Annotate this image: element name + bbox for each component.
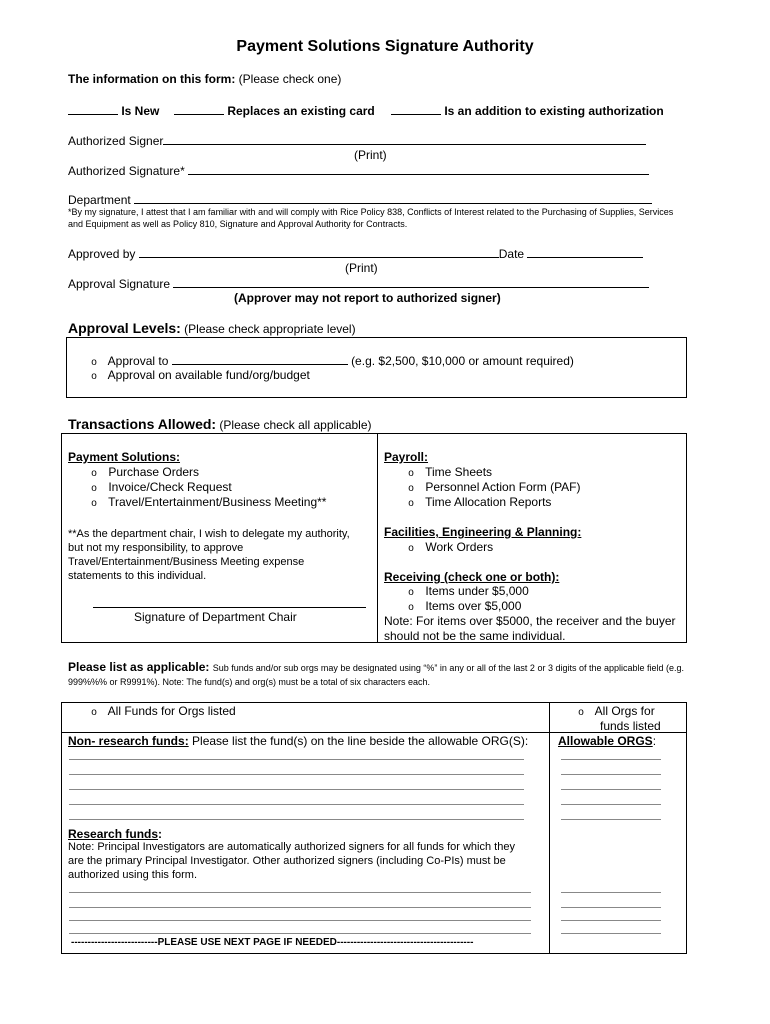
fund-line[interactable] [69, 804, 524, 805]
allowable-orgs-colon: : [652, 734, 657, 748]
radio-icon[interactable]: o [578, 707, 584, 718]
payroll-heading: Payroll: [384, 450, 429, 464]
org-line[interactable] [561, 789, 661, 790]
checkbox-icon[interactable]: o [408, 483, 414, 494]
authorized-signer-label: Authorized Signer [68, 134, 164, 148]
next-page-note: --------------------------PLEASE USE NEXT PAGE IF NEEDED----------------------------------------- [71, 937, 474, 948]
authorized-signature-label: Authorized Signature* [68, 164, 185, 178]
receiving-note: Note: For items over $5000, the receiver and the buyer should not be the same individual. [384, 614, 676, 643]
chair-signature-label: Signature of Department Chair [134, 610, 297, 624]
approved-by-row [68, 246, 643, 261]
approved-by-label: Approved by [68, 247, 136, 261]
receiving-item-label: Items under $5,000 [425, 584, 529, 598]
department-row [68, 192, 652, 207]
research-org-line[interactable] [561, 892, 661, 893]
option-replace-blank[interactable] [174, 103, 224, 115]
research-fund-line[interactable] [69, 920, 531, 921]
payroll-item[interactable] [400, 465, 492, 479]
authorized-signature-field[interactable] [188, 163, 649, 175]
page-title: Payment Solutions Signature Authority [236, 38, 534, 55]
research-note: Note: Principal Investigators are automatically authorized signers for all funds for which they are the primary Principal Investigator. Other authorized signers (including Co-PIs) must be authorized using this form. [68, 841, 515, 881]
allowable-orgs-header [558, 734, 656, 748]
research-org-line[interactable] [561, 933, 661, 934]
approval-level-budget-label: Approval on available fund/org/budget [107, 368, 310, 382]
research-colon: : [158, 827, 163, 841]
research-label: Research funds [68, 827, 159, 841]
chair-delegation-note: **As the department chair, I wish to delegate my authority, but not my responsibility, to approve Travel/Entertainment/Business Meeting expense statements to this individual. [68, 528, 350, 582]
funds-header-separator [61, 732, 687, 733]
info-note: (Please check one) [238, 72, 342, 86]
authorized-signature-row [68, 163, 649, 178]
fund-line[interactable] [69, 819, 524, 820]
facilities-item[interactable] [400, 540, 493, 554]
approval-level-amount-label: Approval to [107, 354, 169, 368]
receiving-item-label: Items over $5,000 [425, 599, 522, 613]
research-fund-line[interactable] [69, 933, 531, 934]
option-new-blank[interactable] [68, 103, 118, 115]
option-addition-blank[interactable] [391, 103, 441, 115]
option-new-label: Is New [121, 104, 160, 118]
payroll-item[interactable] [400, 480, 581, 494]
funds-note: Sub funds and/or sub orgs may be designated using “%” in any or all of the last 2 or 3 digits of the applicable field (e.g. 999%%% or R9991%). Note: The fund(s) and org(s) must be a total of six characters each. [68, 663, 685, 687]
checkbox-icon[interactable]: o [408, 498, 414, 509]
approval-signature-label: Approval Signature [68, 277, 171, 291]
approval-level-budget[interactable] [83, 368, 310, 382]
receiving-heading: Receiving (check one or both): [384, 570, 560, 584]
payment-item[interactable] [83, 480, 232, 494]
option-addition-label: Is an addition to existing authorization [444, 104, 664, 118]
fund-line[interactable] [69, 774, 524, 775]
radio-icon[interactable]: o [91, 371, 97, 382]
fund-line[interactable] [69, 789, 524, 790]
signer-print-hint: (Print) [354, 148, 387, 162]
approval-level-amount-hint: (e.g. $2,500, $10,000 or amount required) [351, 354, 574, 368]
approval-level-amount[interactable] [83, 353, 574, 368]
authorized-signer-row [68, 133, 646, 148]
fund-line[interactable] [69, 759, 524, 760]
receiving-item[interactable] [400, 584, 529, 598]
funds-instructions [68, 661, 688, 689]
approval-levels-note: (Please check appropriate level) [184, 322, 356, 336]
nonresearch-row [68, 734, 528, 748]
payroll-item-label: Personnel Action Form (PAF) [425, 480, 581, 494]
date-label: Date [498, 247, 525, 261]
checkbox-icon[interactable]: o [91, 498, 97, 509]
approved-by-field[interactable] [139, 246, 499, 258]
approval-levels-header [68, 320, 356, 336]
radio-icon[interactable]: o [91, 357, 97, 368]
research-heading-row [68, 827, 162, 841]
funds-heading: Please list as applicable: [68, 660, 210, 674]
all-funds-option[interactable] [83, 704, 236, 718]
nonresearch-label: Non- research funds: [68, 734, 189, 748]
org-line[interactable] [561, 819, 661, 820]
approval-signature-field[interactable] [173, 276, 649, 288]
payment-solutions-heading: Payment Solutions: [68, 450, 181, 464]
org-line[interactable] [561, 804, 661, 805]
radio-icon[interactable]: o [91, 707, 97, 718]
department-field[interactable] [134, 192, 652, 204]
all-orgs-option[interactable] [570, 704, 655, 718]
research-org-line[interactable] [561, 920, 661, 921]
payment-item-label: Purchase Orders [108, 465, 200, 479]
payment-item-label: Invoice/Check Request [108, 480, 232, 494]
date-field[interactable] [527, 246, 643, 258]
checkbox-icon[interactable]: o [408, 468, 414, 479]
facilities-heading: Facilities, Engineering & Planning: [384, 525, 582, 539]
transactions-divider [377, 433, 378, 643]
option-replace[interactable] [174, 103, 375, 118]
payment-item[interactable] [83, 465, 199, 479]
research-fund-line[interactable] [69, 907, 531, 908]
approval-amount-field[interactable] [172, 353, 348, 365]
option-addition[interactable] [391, 103, 664, 118]
authorized-signer-field[interactable] [163, 133, 646, 145]
all-funds-label: All Funds for Orgs listed [107, 704, 236, 718]
option-new[interactable] [68, 103, 159, 118]
funds-divider [549, 702, 550, 954]
org-line[interactable] [561, 759, 661, 760]
org-line[interactable] [561, 774, 661, 775]
receiving-item[interactable] [400, 599, 521, 613]
research-fund-line[interactable] [69, 892, 531, 893]
transactions-header [68, 416, 372, 432]
payment-item-label: Travel/Entertainment/Business Meeting** [108, 495, 327, 509]
approval-levels-heading: Approval Levels: [68, 320, 181, 336]
transactions-note: (Please check all applicable) [219, 418, 372, 432]
checkbox-icon[interactable]: o [408, 543, 414, 554]
approver-restriction-note: (Approver may not report to authorized signer) [234, 291, 501, 305]
all-orgs-label-1: All Orgs for [594, 704, 655, 718]
approver-print-hint: (Print) [345, 261, 378, 275]
approval-signature-row [68, 276, 649, 291]
nonresearch-text: Please list the fund(s) on the line beside the allowable ORG(S): [192, 734, 529, 748]
checkbox-icon[interactable]: o [91, 483, 97, 494]
info-label: The information on this form: [68, 72, 236, 86]
department-label: Department [68, 193, 131, 207]
option-replace-label: Replaces an existing card [227, 104, 375, 118]
info-line [68, 72, 341, 86]
payroll-item[interactable] [400, 495, 551, 509]
transactions-heading: Transactions Allowed: [68, 416, 217, 432]
checkbox-icon[interactable]: o [408, 602, 414, 613]
allowable-orgs-label: Allowable ORGS [558, 734, 653, 748]
attestation-note: *By my signature, I attest that I am familiar with and will comply with Rice Policy 838, Conflicts of Interest related to the Purchasing of Supplies, Services and Equipment as well as Policy 810, Signature and Approval Authority for Contracts. [68, 207, 674, 229]
chair-signature-line[interactable] [93, 607, 366, 608]
research-org-line[interactable] [561, 907, 661, 908]
payroll-item-label: Time Sheets [425, 465, 493, 479]
all-orgs-label-2: funds listed [600, 719, 661, 733]
checkbox-icon[interactable]: o [408, 587, 414, 598]
payment-item[interactable] [83, 495, 326, 509]
checkbox-icon[interactable]: o [91, 468, 97, 479]
payroll-item-label: Time Allocation Reports [425, 495, 552, 509]
facilities-item-label: Work Orders [425, 540, 494, 554]
